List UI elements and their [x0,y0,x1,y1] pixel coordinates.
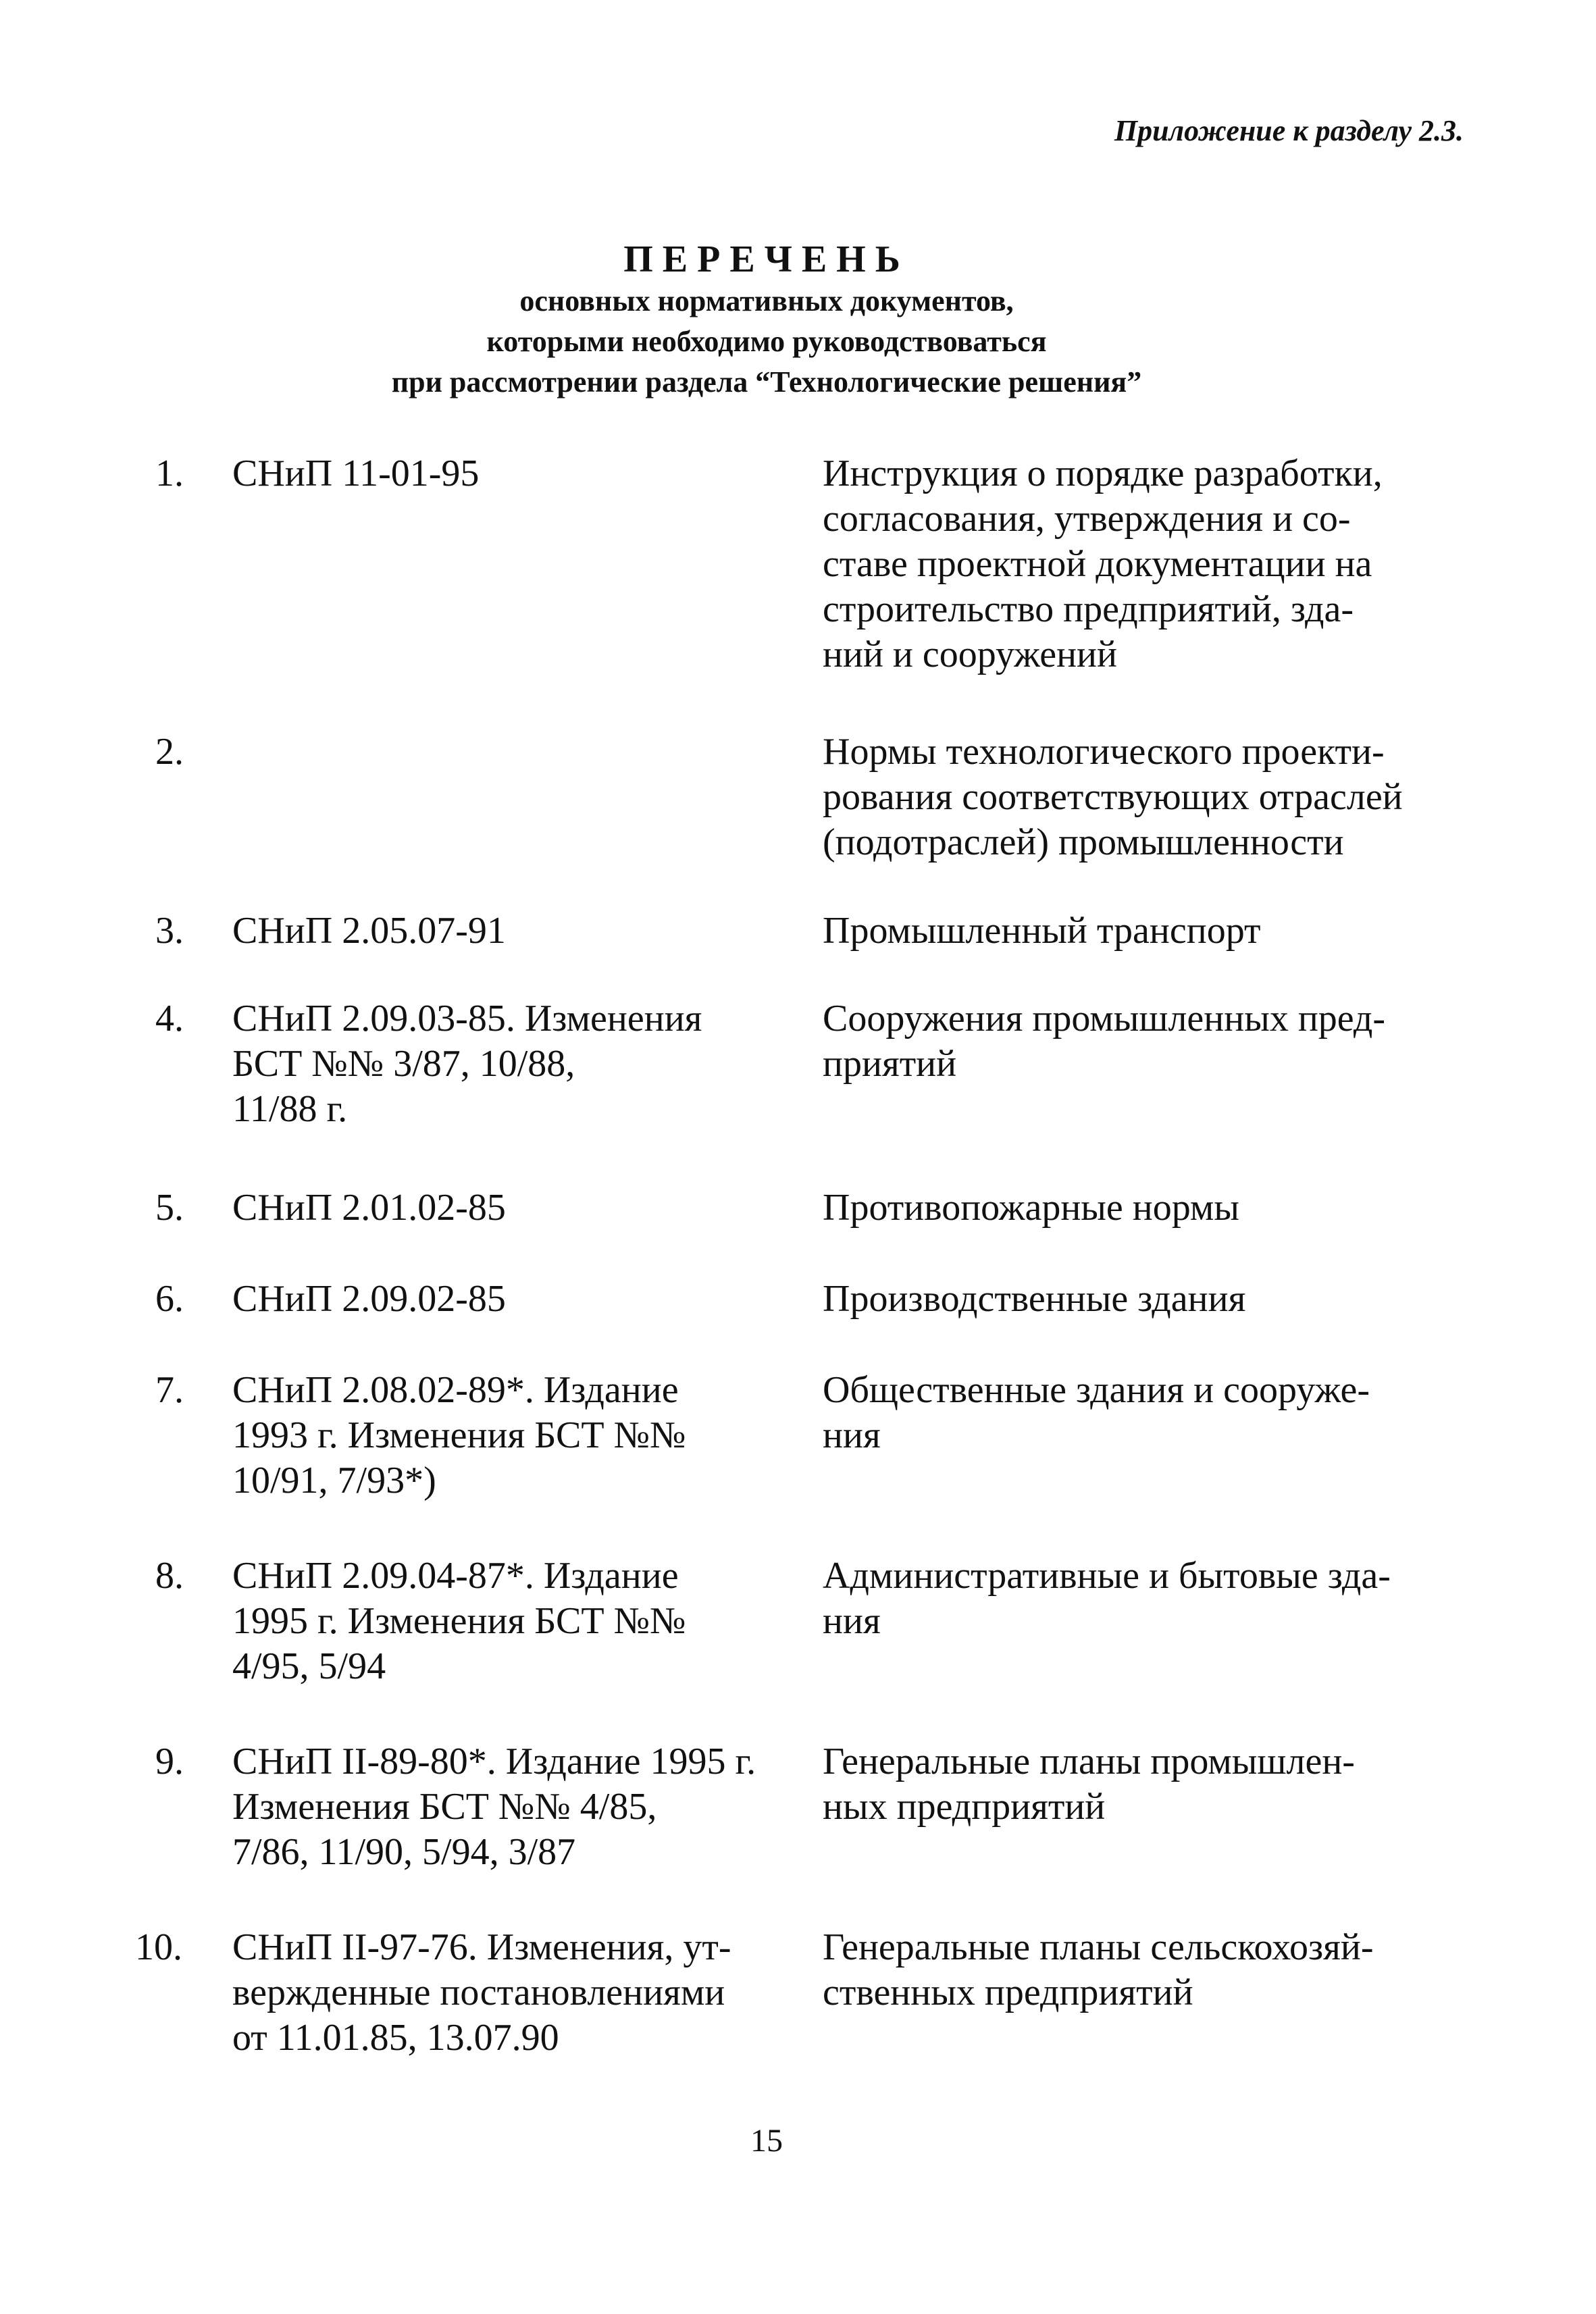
document-reference [232,451,813,496]
document-description [823,1368,1485,1458]
document-description [823,1553,1485,1644]
document-reference-line: СНиП 2.01.02-85 [232,1187,506,1229]
subtitle-line-2: которыми необходимо руководствоваться [486,325,1047,358]
subtitle-line-1: основных нормативных документов, [519,284,1014,317]
document-description-line: ния [823,1414,881,1456]
item-number: 10. [135,1926,182,1968]
document-reference [232,1739,813,1875]
document-reference-line: 7/86, 11/90, 5/94, 3/87 [232,1831,576,1873]
document-reference-line: СНиП 11-01-95 [232,453,480,494]
document-description-line: Промышленный транспорт [823,910,1261,952]
document-reference-line: 10/91, 7/93*) [232,1460,436,1501]
item-number: 8. [155,1555,184,1597]
document-description-line: согласования, утверждения и со- [823,498,1351,540]
document-description-line: ния [823,1600,881,1642]
appendix-caption: Приложение к разделу 2.3. [1114,114,1464,147]
document-description-line: ственных предприятий [823,1972,1193,2013]
document-reference-line: вержденные постановлениями [232,1972,725,2013]
document-description-line: Административные и бытовые зда- [823,1555,1391,1597]
document-reference-line: СНиП 2.05.07-91 [232,910,506,952]
item-number: 1. [155,453,184,494]
document-reference-line: СНиП II-97-76. Изменения, ут- [232,1926,731,1968]
document-reference [232,1368,813,1503]
document-description-line: приятий [823,1043,957,1085]
document-reference [232,1185,813,1231]
document-description [823,729,1485,865]
document-reference-line: СНиП 2.09.02-85 [232,1278,506,1320]
document-reference-line: СНиП II-89-80*. Издание 1995 г. [232,1741,756,1782]
subtitle-line-3: при рассмотрении раздела “Технологические решения” [391,365,1142,398]
document-description-line: Нормы технологического проекти- [823,731,1385,773]
document-description-line: рования соответствующих отраслей [823,776,1403,818]
document-description [823,1925,1485,2015]
document-reference-line: 1993 г. Изменения БСТ №№ [232,1414,686,1456]
document-reference [232,908,813,954]
document-description-line: Инструкция о порядке разработки, [823,453,1383,494]
document-description [823,451,1485,677]
document-reference-line: 4/95, 5/94 [232,1645,386,1687]
document-description-line: Противопожарные нормы [823,1187,1239,1229]
item-number: 7. [155,1369,184,1411]
document-description-line: Сооружения промышленных пред- [823,998,1386,1039]
document-reference-line: от 11.01.85, 13.07.90 [232,2017,559,2059]
document-reference [232,1277,813,1322]
document-reference [232,996,813,1132]
item-number: 2. [155,731,184,773]
document-title: ПЕРЕЧЕНЬ [623,238,910,280]
document-description-line: Производственные здания [823,1278,1246,1320]
item-number: 9. [155,1741,184,1782]
document-description [823,908,1485,954]
document-description [823,996,1485,1087]
document-reference-line: СНиП 2.09.04-87*. Издание [232,1555,679,1597]
document-description-line: Общественные здания и сооруже- [823,1369,1370,1411]
document-description [823,1185,1485,1231]
document-reference [232,1925,813,2061]
document-description-line: ставе проектной документации на [823,543,1372,585]
item-number: 5. [155,1187,184,1229]
document-reference-line: СНиП 2.09.03-85. Изменения [232,998,702,1039]
item-number: 6. [155,1278,184,1320]
document-description-line: (подотраслей) промышленности [823,821,1344,863]
document-description-line: Генеральные планы сельскохозяй- [823,1926,1374,1968]
document-reference-line: Изменения БСТ №№ 4/85, [232,1786,657,1828]
document-description-line: Генеральные планы промышлен- [823,1741,1355,1782]
document-reference-line: СНиП 2.08.02-89*. Издание [232,1369,679,1411]
item-number: 4. [155,998,184,1039]
document-description [823,1739,1485,1830]
document-description-line: строительство предприятий, зда- [823,588,1354,630]
document-description-line: ний и сооружений [823,634,1117,675]
item-number: 3. [155,910,184,952]
document-reference [232,1553,813,1689]
document-reference-line: БСТ №№ 3/87, 10/88, [232,1043,575,1085]
document-description-line: ных предприятий [823,1786,1106,1828]
page-number: 15 [750,2123,783,2159]
document-reference-line: 11/88 г. [232,1088,348,1130]
document-reference-line: 1995 г. Изменения БСТ №№ [232,1600,686,1642]
document-description [823,1277,1485,1322]
